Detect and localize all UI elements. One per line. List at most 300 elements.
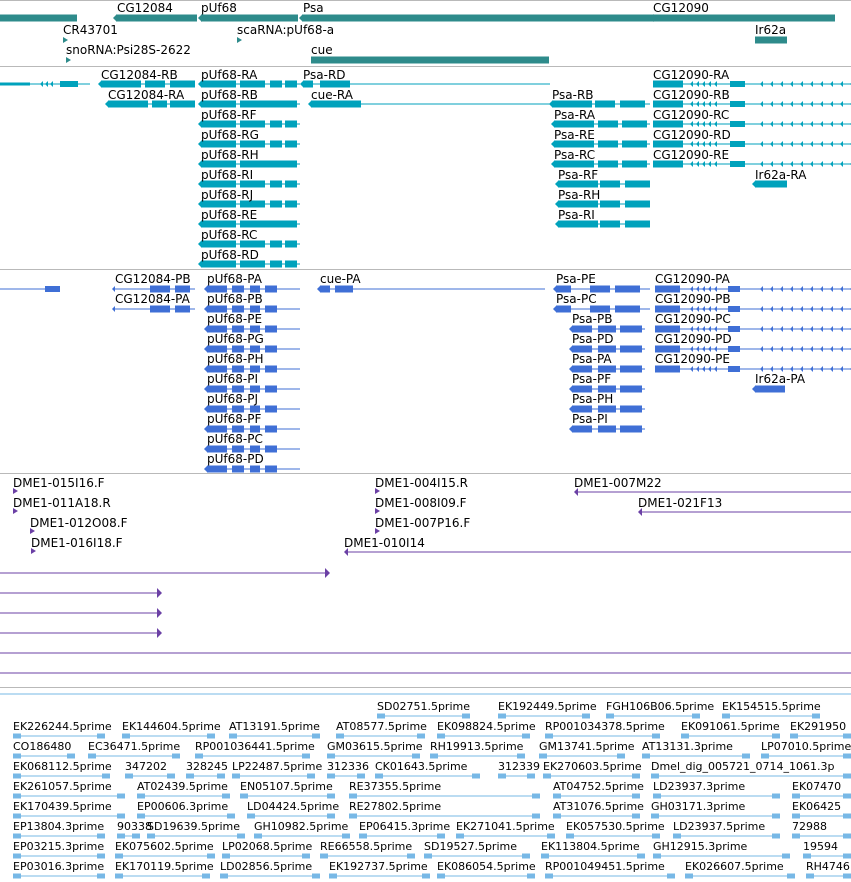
est-glyph[interactable] bbox=[240, 794, 248, 799]
transcript-glyph[interactable] bbox=[600, 221, 620, 228]
est-glyph[interactable] bbox=[843, 734, 851, 739]
est-glyph[interactable] bbox=[632, 794, 640, 799]
protein-glyph[interactable] bbox=[755, 386, 785, 393]
protein-glyph[interactable] bbox=[728, 366, 740, 372]
transcript-glyph[interactable] bbox=[625, 181, 650, 188]
est-label[interactable]: AT04752.5prime bbox=[553, 780, 644, 793]
protein-glyph[interactable] bbox=[556, 306, 571, 313]
transcript-glyph[interactable] bbox=[598, 121, 618, 128]
est-glyph[interactable] bbox=[456, 834, 464, 839]
transcript-glyph[interactable] bbox=[285, 121, 297, 128]
est-glyph[interactable] bbox=[13, 854, 21, 859]
est-label[interactable]: 312336 bbox=[327, 760, 369, 773]
protein-glyph[interactable] bbox=[335, 286, 353, 293]
est-glyph[interactable] bbox=[843, 754, 851, 759]
transcript-glyph[interactable] bbox=[730, 141, 745, 147]
est-glyph[interactable] bbox=[227, 814, 235, 819]
transcript-glyph[interactable] bbox=[760, 141, 763, 147]
est-label[interactable]: EK291950 bbox=[790, 720, 847, 733]
transcript-glyph[interactable] bbox=[780, 141, 783, 147]
protein-glyph[interactable] bbox=[780, 286, 783, 292]
est-label[interactable]: AT08577.5prime bbox=[336, 720, 427, 733]
transcript-glyph[interactable] bbox=[800, 161, 803, 167]
est-glyph[interactable] bbox=[13, 794, 21, 799]
est-glyph[interactable] bbox=[437, 874, 445, 879]
transcript-glyph[interactable] bbox=[830, 161, 833, 167]
transcript-glyph[interactable] bbox=[600, 201, 620, 208]
protein-label[interactable]: pUf68-PF bbox=[207, 412, 262, 426]
transcript-glyph[interactable] bbox=[820, 141, 823, 147]
est-glyph[interactable] bbox=[806, 874, 814, 879]
transcript-glyph[interactable] bbox=[270, 141, 282, 148]
est-glyph[interactable] bbox=[685, 874, 693, 879]
gene-glyph[interactable] bbox=[237, 37, 242, 43]
protein-glyph[interactable] bbox=[790, 286, 793, 292]
est-label[interactable]: EK270603.5prime bbox=[543, 760, 642, 773]
protein-glyph[interactable] bbox=[760, 326, 763, 332]
protein-label[interactable]: pUf68-PD bbox=[207, 452, 264, 466]
transcript-glyph[interactable] bbox=[622, 121, 647, 128]
est-glyph[interactable] bbox=[117, 834, 125, 839]
protein-glyph[interactable] bbox=[780, 306, 783, 312]
est-glyph[interactable] bbox=[207, 734, 215, 739]
protein-glyph[interactable] bbox=[770, 346, 773, 352]
est-glyph[interactable] bbox=[217, 774, 225, 779]
protein-glyph[interactable] bbox=[265, 386, 277, 393]
clone-glyph[interactable] bbox=[157, 608, 162, 618]
est-glyph[interactable] bbox=[137, 794, 145, 799]
est-label[interactable]: EK026607.5prime bbox=[685, 860, 784, 873]
est-label[interactable]: RP001034378.5prime bbox=[545, 720, 665, 733]
protein-glyph[interactable] bbox=[840, 366, 843, 372]
transcript-glyph[interactable] bbox=[770, 161, 773, 167]
est-glyph[interactable] bbox=[566, 834, 574, 839]
est-glyph[interactable] bbox=[97, 854, 105, 859]
est-label[interactable]: LD04424.5prime bbox=[247, 800, 340, 813]
transcript-glyph[interactable] bbox=[50, 81, 53, 87]
est-glyph[interactable] bbox=[375, 774, 383, 779]
est-glyph[interactable] bbox=[772, 834, 780, 839]
transcript-glyph[interactable] bbox=[770, 121, 773, 127]
est-glyph[interactable] bbox=[327, 794, 335, 799]
transcript-glyph[interactable] bbox=[730, 101, 745, 107]
est-glyph[interactable] bbox=[207, 854, 215, 859]
transcript-glyph[interactable] bbox=[730, 81, 745, 87]
protein-glyph[interactable] bbox=[265, 346, 277, 353]
protein-glyph[interactable] bbox=[150, 306, 170, 313]
transcript-label[interactable]: Psa-RE bbox=[554, 128, 595, 142]
protein-glyph[interactable] bbox=[265, 406, 277, 413]
est-glyph[interactable] bbox=[517, 754, 525, 759]
est-glyph[interactable] bbox=[637, 854, 645, 859]
est-glyph[interactable] bbox=[222, 794, 230, 799]
est-label[interactable]: EK057530.5prime bbox=[566, 820, 665, 833]
est-glyph[interactable] bbox=[312, 734, 320, 739]
transcript-glyph[interactable] bbox=[285, 181, 297, 188]
est-label[interactable]: RH4746 bbox=[806, 860, 850, 873]
est-glyph[interactable] bbox=[539, 754, 547, 759]
transcript-glyph[interactable] bbox=[270, 101, 282, 108]
protein-glyph[interactable] bbox=[112, 306, 115, 312]
est-glyph[interactable] bbox=[553, 814, 561, 819]
protein-label[interactable]: pUf68-PG bbox=[207, 332, 264, 346]
est-glyph[interactable] bbox=[302, 754, 310, 759]
est-label[interactable]: RP001036441.5prime bbox=[195, 740, 315, 753]
est-glyph[interactable] bbox=[617, 754, 625, 759]
est-glyph[interactable] bbox=[792, 814, 800, 819]
transcript-label[interactable]: CG12084-RB bbox=[101, 68, 178, 82]
protein-glyph[interactable] bbox=[760, 346, 763, 352]
protein-glyph[interactable] bbox=[760, 306, 763, 312]
gene-glyph[interactable] bbox=[653, 15, 835, 22]
gene-glyph[interactable] bbox=[198, 14, 202, 22]
protein-glyph[interactable] bbox=[790, 306, 793, 312]
protein-glyph[interactable] bbox=[615, 286, 640, 293]
protein-label[interactable]: pUf68-PH bbox=[207, 352, 264, 366]
est-glyph[interactable] bbox=[13, 754, 21, 759]
est-glyph[interactable] bbox=[172, 754, 180, 759]
est-glyph[interactable] bbox=[229, 734, 237, 739]
protein-label[interactable]: Psa-PC bbox=[556, 292, 597, 306]
est-label[interactable]: GH12915.3prime bbox=[653, 840, 748, 853]
protein-glyph[interactable] bbox=[696, 366, 699, 372]
est-glyph[interactable] bbox=[532, 814, 540, 819]
est-glyph[interactable] bbox=[247, 814, 255, 819]
protein-glyph[interactable] bbox=[800, 306, 803, 312]
transcript-glyph[interactable] bbox=[270, 121, 282, 128]
est-glyph[interactable] bbox=[377, 714, 385, 719]
est-glyph[interactable] bbox=[13, 774, 21, 779]
est-glyph[interactable] bbox=[67, 754, 75, 759]
transcript-glyph[interactable] bbox=[830, 121, 833, 127]
transcript-label[interactable]: pUf68-RA bbox=[201, 68, 258, 82]
est-glyph[interactable] bbox=[543, 774, 551, 779]
gene-label[interactable]: pUf68 bbox=[201, 1, 237, 15]
transcript-glyph[interactable] bbox=[780, 81, 783, 87]
est-label[interactable]: AT31076.5prime bbox=[553, 800, 644, 813]
est-label[interactable]: LP07010.5prime bbox=[761, 740, 851, 753]
est-glyph[interactable] bbox=[772, 814, 780, 819]
est-glyph[interactable] bbox=[787, 874, 795, 879]
est-glyph[interactable] bbox=[790, 734, 798, 739]
est-glyph[interactable] bbox=[342, 834, 350, 839]
transcript-label[interactable]: Psa-RC bbox=[554, 148, 596, 162]
est-glyph[interactable] bbox=[132, 834, 140, 839]
transcript-glyph[interactable] bbox=[285, 141, 297, 148]
protein-glyph[interactable] bbox=[752, 386, 755, 392]
protein-glyph[interactable] bbox=[615, 306, 640, 313]
est-glyph[interactable] bbox=[527, 774, 535, 779]
protein-label[interactable]: pUf68-PA bbox=[207, 272, 262, 286]
est-glyph[interactable] bbox=[88, 754, 96, 759]
est-label[interactable]: EK170439.5prime bbox=[13, 800, 112, 813]
transcript-glyph[interactable] bbox=[810, 81, 813, 87]
gene-label[interactable]: Ir62a bbox=[755, 23, 787, 37]
est-label[interactable]: EK261057.5prime bbox=[13, 780, 112, 793]
protein-glyph[interactable] bbox=[830, 366, 833, 372]
est-label[interactable]: EP00606.3prime bbox=[137, 800, 229, 813]
transcript-glyph[interactable] bbox=[840, 101, 843, 107]
protein-glyph[interactable] bbox=[840, 346, 843, 352]
est-label[interactable]: SD19527.5prime bbox=[424, 840, 517, 853]
protein-glyph[interactable] bbox=[265, 286, 277, 293]
est-label[interactable]: EN05107.5prime bbox=[240, 780, 333, 793]
protein-glyph[interactable] bbox=[800, 346, 803, 352]
est-label[interactable]: EP03016.3prime bbox=[13, 860, 105, 873]
est-glyph[interactable] bbox=[186, 774, 194, 779]
est-glyph[interactable] bbox=[667, 874, 675, 879]
est-glyph[interactable] bbox=[812, 714, 820, 719]
transcript-glyph[interactable] bbox=[270, 221, 282, 228]
protein-glyph[interactable] bbox=[702, 366, 705, 372]
transcript-glyph[interactable] bbox=[800, 121, 803, 127]
est-label[interactable]: GM13741.5prime bbox=[539, 740, 635, 753]
est-label[interactable]: LD23937.5prime bbox=[673, 820, 766, 833]
est-glyph[interactable] bbox=[320, 854, 328, 859]
transcript-glyph[interactable] bbox=[830, 141, 833, 147]
est-label[interactable]: EK144604.5prime bbox=[122, 720, 221, 733]
transcript-glyph[interactable] bbox=[820, 101, 823, 107]
protein-glyph[interactable] bbox=[790, 346, 793, 352]
est-glyph[interactable] bbox=[412, 754, 420, 759]
est-glyph[interactable] bbox=[13, 814, 21, 819]
est-glyph[interactable] bbox=[792, 834, 800, 839]
transcript-glyph[interactable] bbox=[598, 141, 618, 148]
est-glyph[interactable] bbox=[137, 814, 145, 819]
gene-glyph[interactable] bbox=[201, 15, 298, 22]
protein-glyph[interactable] bbox=[598, 426, 616, 433]
est-label[interactable]: EK091061.5prime bbox=[681, 720, 780, 733]
protein-glyph[interactable] bbox=[830, 286, 833, 292]
protein-label[interactable]: Ir62a-PA bbox=[755, 372, 806, 386]
protein-label[interactable]: pUf68-PC bbox=[207, 432, 263, 446]
protein-glyph[interactable] bbox=[690, 366, 693, 372]
protein-glyph[interactable] bbox=[820, 326, 823, 332]
est-label[interactable]: LD23937.3prime bbox=[653, 780, 746, 793]
est-glyph[interactable] bbox=[692, 714, 700, 719]
gene-glyph[interactable] bbox=[303, 15, 653, 22]
protein-glyph[interactable] bbox=[553, 306, 556, 312]
protein-glyph[interactable] bbox=[714, 366, 717, 372]
protein-glyph[interactable] bbox=[770, 326, 773, 332]
transcript-glyph[interactable] bbox=[800, 81, 803, 87]
est-label[interactable]: EK086054.5prime bbox=[437, 860, 536, 873]
transcript-glyph[interactable] bbox=[760, 121, 763, 127]
est-glyph[interactable] bbox=[843, 794, 851, 799]
transcript-label[interactable]: Psa-RI bbox=[558, 208, 595, 222]
est-label[interactable]: Dmel_dig_005721_0714_1061.3p bbox=[651, 760, 835, 773]
protein-glyph[interactable] bbox=[620, 326, 642, 333]
transcript-glyph[interactable] bbox=[270, 241, 282, 248]
est-glyph[interactable] bbox=[13, 734, 21, 739]
transcript-glyph[interactable] bbox=[270, 81, 282, 88]
est-glyph[interactable] bbox=[349, 794, 357, 799]
protein-glyph[interactable] bbox=[810, 306, 813, 312]
est-glyph[interactable] bbox=[232, 774, 240, 779]
transcript-glyph[interactable] bbox=[285, 241, 297, 248]
est-glyph[interactable] bbox=[167, 774, 175, 779]
gene-glyph[interactable] bbox=[66, 57, 71, 63]
transcript-label[interactable]: CG12090-RE bbox=[653, 148, 730, 162]
protein-label[interactable]: CG12090-PB bbox=[655, 292, 731, 306]
est-label[interactable]: EK271041.5prime bbox=[456, 820, 555, 833]
est-label[interactable]: GH03171.3prime bbox=[651, 800, 746, 813]
clone-label[interactable]: DME1-015I16.F bbox=[13, 476, 105, 490]
est-glyph[interactable] bbox=[673, 834, 681, 839]
est-label[interactable]: LP02068.5prime bbox=[222, 840, 313, 853]
protein-glyph[interactable] bbox=[207, 466, 227, 473]
gene-glyph[interactable] bbox=[311, 57, 549, 64]
est-glyph[interactable] bbox=[437, 834, 445, 839]
est-label[interactable]: EK098824.5prime bbox=[437, 720, 536, 733]
clone-label[interactable]: DME1-004I15.R bbox=[375, 476, 469, 490]
est-glyph[interactable] bbox=[417, 734, 425, 739]
protein-glyph[interactable] bbox=[708, 366, 711, 372]
transcript-glyph[interactable] bbox=[800, 101, 803, 107]
est-glyph[interactable] bbox=[97, 874, 105, 879]
est-glyph[interactable] bbox=[222, 854, 230, 859]
clone-glyph[interactable] bbox=[325, 568, 330, 578]
est-glyph[interactable] bbox=[102, 774, 110, 779]
est-label[interactable]: LD02856.5prime bbox=[220, 860, 313, 873]
est-glyph[interactable] bbox=[254, 834, 262, 839]
est-glyph[interactable] bbox=[424, 854, 432, 859]
est-glyph[interactable] bbox=[772, 794, 780, 799]
transcript-label[interactable]: pUf68-RC bbox=[201, 228, 258, 242]
protein-label[interactable]: CG12090-PD bbox=[655, 332, 732, 346]
transcript-label[interactable]: CG12090-RC bbox=[653, 108, 730, 122]
est-label[interactable]: SD19639.5prime bbox=[147, 820, 240, 833]
transcript-glyph[interactable] bbox=[620, 101, 645, 108]
est-label[interactable]: FGH106B06.5prime bbox=[606, 700, 715, 713]
clone-label[interactable]: DME1-016I18.F bbox=[31, 536, 123, 550]
transcript-glyph[interactable] bbox=[840, 121, 843, 127]
transcript-label[interactable]: pUf68-RI bbox=[201, 168, 254, 182]
est-glyph[interactable] bbox=[336, 734, 344, 739]
est-label[interactable]: AT02439.5prime bbox=[137, 780, 228, 793]
est-label[interactable]: EK226244.5prime bbox=[13, 720, 112, 733]
est-glyph[interactable] bbox=[742, 754, 750, 759]
gene-glyph[interactable] bbox=[113, 14, 117, 22]
transcript-label[interactable]: Psa-RA bbox=[554, 108, 596, 122]
protein-glyph[interactable] bbox=[810, 366, 813, 372]
est-glyph[interactable] bbox=[803, 854, 811, 859]
protein-label[interactable]: Psa-PH bbox=[572, 392, 614, 406]
gene-glyph[interactable] bbox=[299, 14, 303, 22]
transcript-label[interactable]: pUf68-RG bbox=[201, 128, 259, 142]
protein-label[interactable]: CG12090-PE bbox=[655, 352, 730, 366]
transcript-glyph[interactable] bbox=[600, 181, 620, 188]
gene-label[interactable]: CG12090 bbox=[653, 1, 709, 15]
transcript-glyph[interactable] bbox=[800, 141, 803, 147]
protein-label[interactable]: CG12090-PA bbox=[655, 272, 730, 286]
transcript-label[interactable]: pUf68-RE bbox=[201, 208, 258, 222]
protein-glyph[interactable] bbox=[800, 326, 803, 332]
transcript-glyph[interactable] bbox=[810, 121, 813, 127]
est-glyph[interactable] bbox=[772, 734, 780, 739]
est-glyph[interactable] bbox=[122, 734, 130, 739]
transcript-glyph[interactable] bbox=[285, 81, 297, 88]
est-glyph[interactable] bbox=[430, 754, 438, 759]
transcript-glyph[interactable] bbox=[820, 81, 823, 87]
transcript-glyph[interactable] bbox=[770, 101, 773, 107]
est-label[interactable]: GM03615.5prime bbox=[327, 740, 423, 753]
clone-label[interactable]: DME1-007P16.F bbox=[375, 516, 471, 530]
transcript-glyph[interactable] bbox=[770, 81, 773, 87]
protein-glyph[interactable] bbox=[820, 366, 823, 372]
est-glyph[interactable] bbox=[545, 874, 553, 879]
est-glyph[interactable] bbox=[357, 774, 365, 779]
transcript-label[interactable]: CG12090-RA bbox=[653, 68, 730, 82]
est-glyph[interactable] bbox=[632, 814, 640, 819]
est-glyph[interactable] bbox=[202, 874, 210, 879]
protein-glyph[interactable] bbox=[250, 466, 260, 473]
est-glyph[interactable] bbox=[843, 854, 851, 859]
est-glyph[interactable] bbox=[349, 814, 357, 819]
transcript-label[interactable]: Psa-RH bbox=[558, 188, 601, 202]
transcript-label[interactable]: CG12084-RA bbox=[108, 88, 185, 102]
transcript-glyph[interactable] bbox=[790, 101, 793, 107]
clone-label[interactable]: DME1-021F13 bbox=[638, 496, 723, 510]
est-glyph[interactable] bbox=[606, 714, 614, 719]
transcript-glyph[interactable] bbox=[270, 161, 282, 168]
est-label[interactable]: EK07470 bbox=[792, 780, 842, 793]
protein-glyph[interactable] bbox=[265, 366, 277, 373]
transcript-glyph[interactable] bbox=[45, 81, 48, 87]
est-glyph[interactable] bbox=[527, 874, 535, 879]
protein-glyph[interactable] bbox=[840, 326, 843, 332]
est-label[interactable]: RE66558.5prime bbox=[320, 840, 413, 853]
protein-label[interactable]: cue-PA bbox=[320, 272, 361, 286]
est-label[interactable]: 19594 bbox=[803, 840, 838, 853]
est-glyph[interactable] bbox=[147, 834, 155, 839]
est-label[interactable]: RP001049451.5prime bbox=[545, 860, 665, 873]
gene-label[interactable]: snoRNA:Psi28S-2622 bbox=[66, 43, 191, 57]
est-glyph[interactable] bbox=[553, 794, 561, 799]
est-glyph[interactable] bbox=[327, 814, 335, 819]
est-label[interactable]: EK068112.5prime bbox=[13, 760, 112, 773]
transcript-label[interactable]: pUf68-RD bbox=[201, 248, 259, 262]
protein-glyph[interactable] bbox=[265, 306, 277, 313]
transcript-glyph[interactable] bbox=[830, 81, 833, 87]
protein-glyph[interactable] bbox=[840, 286, 843, 292]
transcript-glyph[interactable] bbox=[60, 81, 78, 87]
transcript-glyph[interactable] bbox=[270, 261, 282, 268]
est-glyph[interactable] bbox=[547, 834, 555, 839]
est-glyph[interactable] bbox=[329, 874, 337, 879]
transcript-glyph[interactable] bbox=[760, 161, 763, 167]
est-glyph[interactable] bbox=[843, 834, 851, 839]
transcript-glyph[interactable] bbox=[730, 161, 745, 167]
est-glyph[interactable] bbox=[498, 714, 506, 719]
protein-glyph[interactable] bbox=[45, 286, 60, 292]
est-glyph[interactable] bbox=[843, 874, 851, 879]
est-glyph[interactable] bbox=[653, 854, 661, 859]
clone-glyph[interactable] bbox=[157, 588, 162, 598]
protein-glyph[interactable] bbox=[820, 306, 823, 312]
transcript-glyph[interactable] bbox=[830, 101, 833, 107]
est-label[interactable]: LP22487.5prime bbox=[232, 760, 323, 773]
gene-glyph[interactable] bbox=[117, 15, 197, 22]
clone-label[interactable]: DME1-011A18.R bbox=[13, 496, 111, 510]
transcript-glyph[interactable] bbox=[0, 83, 30, 86]
est-glyph[interactable] bbox=[462, 714, 470, 719]
gene-glyph[interactable] bbox=[755, 37, 787, 44]
transcript-glyph[interactable] bbox=[840, 161, 843, 167]
protein-glyph[interactable] bbox=[780, 346, 783, 352]
protein-glyph[interactable] bbox=[620, 426, 642, 433]
est-label[interactable]: 90338 bbox=[117, 820, 152, 833]
